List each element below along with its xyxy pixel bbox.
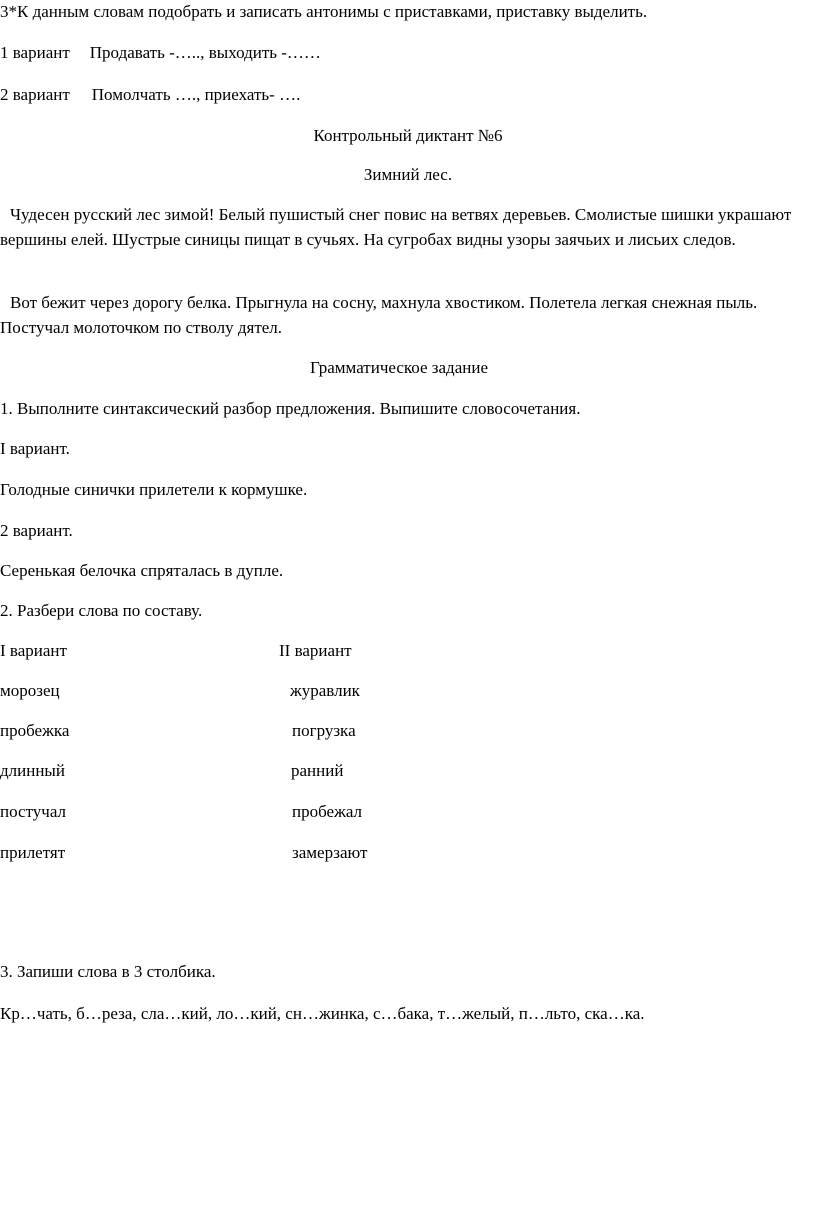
column1-word: длинный [0, 761, 65, 780]
column1-word: постучал [0, 802, 66, 821]
grammar-task3: 3. Запиши слова в 3 столбика. [0, 962, 216, 981]
column2-header: II вариант [279, 641, 352, 660]
column1-word: прилетят [0, 843, 66, 862]
column2-word: ранний [291, 761, 344, 780]
grammar-title: Грамматическое задание [310, 358, 488, 377]
column2-word: журавлик [290, 681, 360, 700]
column1-header: I вариант [0, 641, 67, 660]
column2-word: замерзают [292, 843, 368, 862]
column2-word: пробежал [292, 802, 362, 821]
grammar-variant2-label: 2 вариант. [0, 521, 73, 540]
task3-variant1-words: Продавать -….., выходить -…… [89, 43, 321, 62]
dictation-title: Контрольный диктант №6 [313, 126, 503, 145]
grammar-task3-words: Кр…чать, б…реза, сла…кий, ло…кий, сн…жинка, с…бака, т…желый, п…льто, ска…ка. [0, 1004, 645, 1023]
dictation-paragraph-2: Вот бежит через дорогу белка. Прыгнула на сосну, махнула хвостиком. Полетела легкая снежная пыль. Постучал молоточком по стволу дятел. [0, 293, 758, 337]
task3-variant1 [0, 44, 321, 61]
grammar-variant2-sentence: Серенькая белочка спряталась в дупле. [0, 561, 284, 580]
task3-variant2-words: Помолчать …., приехать- …. [91, 85, 301, 104]
column1-word: пробежка [0, 721, 70, 740]
task3-heading: 3*К данным словам подобрать и записать антонимы с приставками, приставку выделить. [0, 2, 648, 21]
task3-variant1-label: 1 вариант [0, 43, 70, 62]
grammar-task1: 1. Выполните синтаксический разбор предложения. Выпишите словосочетания. [0, 399, 581, 418]
dictation-paragraph-1: Чудесен русский лес зимой! Белый пушистый снег повис на ветвях деревьев. Смолистые шишки украшают вершины елей. Шустрые синицы пищат в сучьях. На сугробах видны узоры заячьих и лисьих следов. [0, 205, 792, 249]
grammar-task2: 2. Разбери слова по составу. [0, 601, 203, 620]
column1-word: морозец [0, 681, 60, 700]
dictation-subtitle: Зимний лес. [363, 165, 453, 184]
task3-variant2-label: 2 вариант [0, 85, 70, 104]
column2-word: погрузка [292, 721, 356, 740]
grammar-variant1-label: I вариант. [0, 439, 70, 458]
grammar-variant1-sentence: Голодные синички прилетели к кормушке. [0, 480, 308, 499]
task3-variant2 [0, 86, 300, 103]
